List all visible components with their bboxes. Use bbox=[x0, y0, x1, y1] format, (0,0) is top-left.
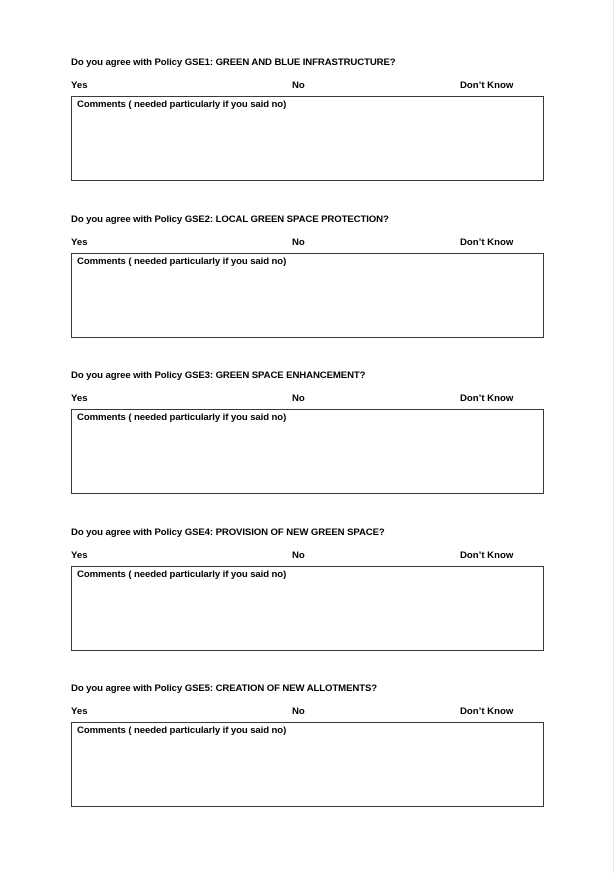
option-no[interactable]: No bbox=[292, 549, 305, 561]
option-no[interactable]: No bbox=[292, 80, 305, 91]
question-text: Do you agree with Policy GSE3: GREEN SPACE ENHANCEMENT? bbox=[71, 370, 366, 381]
option-yes[interactable]: Yes bbox=[71, 236, 88, 248]
option-no[interactable]: No bbox=[292, 393, 305, 404]
comment-box[interactable] bbox=[71, 96, 544, 181]
comment-box[interactable] bbox=[71, 722, 544, 807]
option-no[interactable]: No bbox=[292, 236, 305, 248]
question-text: Do you agree with Policy GSE1: GREEN AND BLUE INFRASTRUCTURE? bbox=[71, 57, 396, 68]
comment-box[interactable] bbox=[71, 566, 544, 651]
option-dont-know[interactable]: Don’t Know bbox=[460, 393, 514, 404]
question-text: Do you agree with Policy GSE5: CREATION OF NEW ALLOTMENTS? bbox=[71, 683, 378, 694]
option-yes[interactable]: Yes bbox=[71, 549, 88, 561]
option-yes[interactable]: Yes bbox=[71, 706, 88, 717]
comment-label: Comments ( needed particularly if you said no) bbox=[77, 99, 287, 110]
comment-label: Comments ( needed particularly if you said no) bbox=[77, 568, 287, 580]
option-yes[interactable]: Yes bbox=[71, 393, 88, 404]
policy-section-gse3 bbox=[0, 370, 614, 520]
comment-box[interactable] bbox=[71, 409, 544, 494]
option-yes[interactable]: Yes bbox=[71, 80, 88, 91]
comment-label: Comments ( needed particularly if you said no) bbox=[77, 255, 287, 267]
comment-box[interactable] bbox=[71, 253, 544, 338]
question-text: Do you agree with Policy GSE2: LOCAL GREEN SPACE PROTECTION? bbox=[71, 213, 389, 225]
comment-label: Comments ( needed particularly if you said no) bbox=[77, 725, 287, 736]
question-text: Do you agree with Policy GSE4: PROVISION OF NEW GREEN SPACE? bbox=[71, 526, 385, 538]
policy-section-gse4 bbox=[0, 527, 614, 677]
policy-section-gse1 bbox=[0, 57, 614, 207]
policy-section-gse5 bbox=[0, 683, 614, 833]
option-dont-know[interactable]: Don’t Know bbox=[460, 549, 514, 561]
policy-section-gse2 bbox=[0, 214, 614, 364]
option-dont-know[interactable]: Don’t Know bbox=[460, 80, 514, 91]
option-dont-know[interactable]: Don’t Know bbox=[460, 236, 514, 248]
option-no[interactable]: No bbox=[292, 706, 305, 717]
option-dont-know[interactable]: Don’t Know bbox=[460, 706, 514, 717]
comment-label: Comments ( needed particularly if you said no) bbox=[77, 412, 287, 423]
